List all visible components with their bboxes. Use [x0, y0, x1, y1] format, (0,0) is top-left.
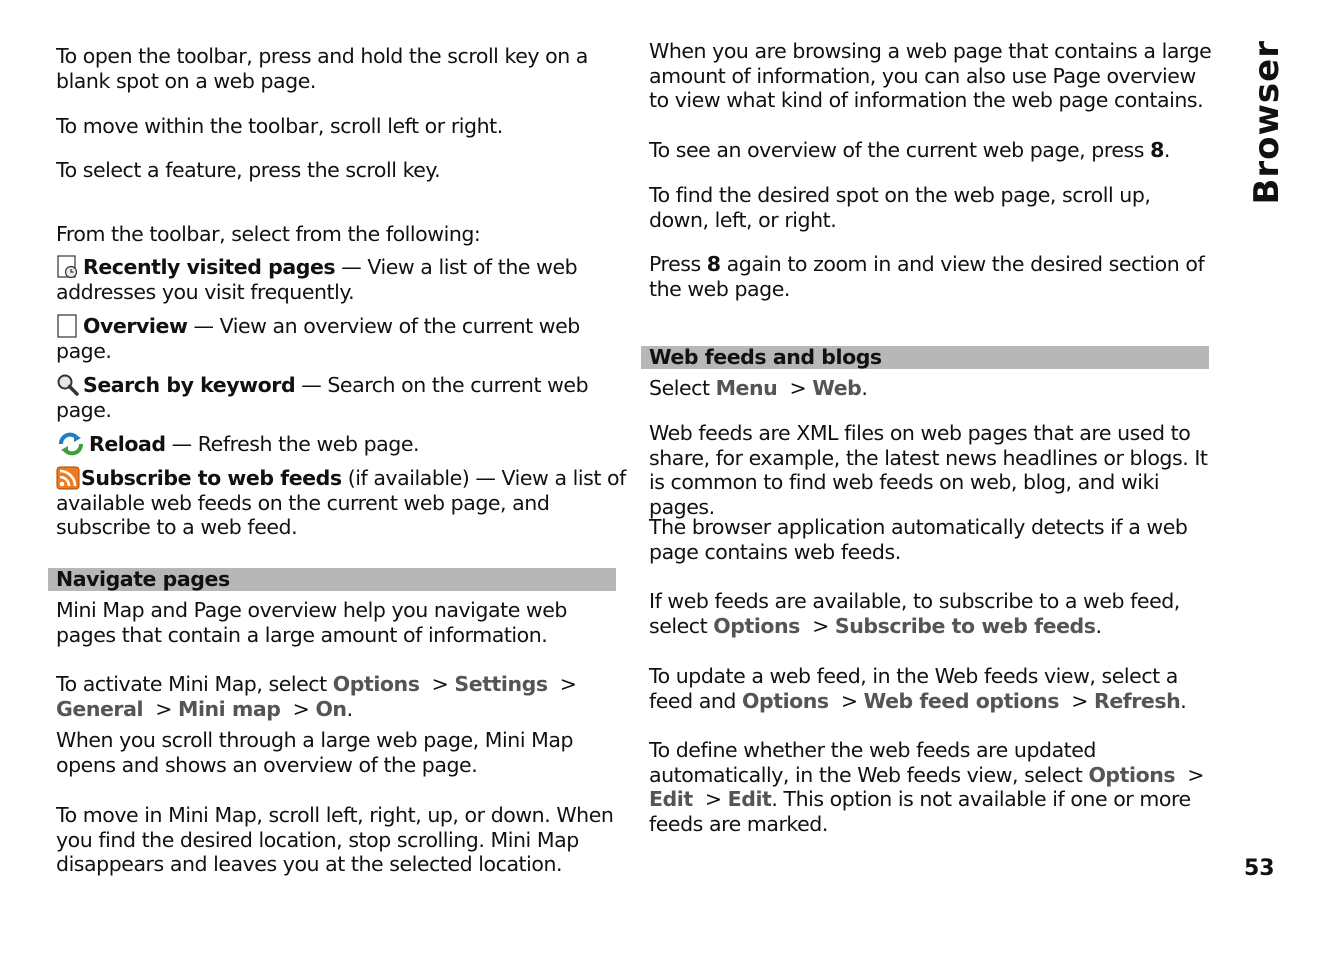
- menu-option: Menu: [715, 376, 778, 400]
- key: 8: [1150, 138, 1164, 162]
- paragraph-menu-path: [56, 672, 626, 721]
- feature-subscribe: [56, 466, 626, 540]
- paragraph: To move in Mini Map, scroll left, right, up, or down. When you find the desired location, stop scrolling. Mini Map disappears and leaves you at the selected location.: [56, 803, 614, 876]
- text: .: [861, 376, 868, 400]
- feature-search-by-keyword: [56, 373, 626, 422]
- paragraph-menu-path: [649, 376, 1215, 401]
- magnifier-icon: [56, 373, 80, 397]
- menu-option: Options: [332, 672, 420, 696]
- text: again to zoom in and view the desired section of the web page.: [649, 252, 1205, 301]
- paragraph-menu-path: [649, 738, 1215, 836]
- separator: >: [559, 672, 577, 696]
- feature-reload: [56, 432, 626, 457]
- paragraph: When you are browsing a web page that contains a large amount of information, you can also use Page overview to view what kind of information the web page contains.: [649, 39, 1212, 112]
- menu-option: Edit: [727, 787, 772, 811]
- feature-description: — Refresh the web page.: [165, 432, 420, 456]
- rss-feed-icon: [56, 466, 80, 490]
- text: To update a web feed, in the Web feeds view, select a feed and: [649, 664, 1178, 713]
- paragraph: [649, 252, 1215, 301]
- separator: >: [789, 376, 807, 400]
- paragraph: [649, 138, 1215, 163]
- text: To define whether the web feeds are updated automatically, in the Web feeds view, select: [649, 738, 1096, 787]
- paragraph: To find the desired spot on the web page, scroll up, down, left, or right.: [649, 183, 1151, 232]
- menu-option: Options: [1088, 762, 1176, 787]
- separator: >: [812, 613, 829, 638]
- text: Press: [649, 252, 707, 276]
- separator: >: [704, 787, 722, 811]
- separator: >: [431, 672, 449, 696]
- text: .: [1095, 613, 1102, 638]
- separator: >: [292, 696, 310, 721]
- menu-option: Edit: [649, 787, 693, 811]
- section-heading: Web feeds and blogs: [641, 346, 1209, 369]
- separator: >: [1071, 688, 1088, 713]
- text: To see an overview of the current web page, press: [649, 138, 1151, 162]
- section-heading: Navigate pages: [48, 568, 616, 591]
- paragraph: The browser application automatically detects if a web page contains web feeds.: [649, 515, 1188, 564]
- blank-page-icon: [56, 314, 80, 338]
- reload-icon: [56, 432, 86, 456]
- clock-page-icon: [56, 255, 80, 279]
- text: To activate Mini Map, select: [56, 672, 333, 696]
- text: . This option is not available if one or more feeds are marked.: [649, 787, 1191, 836]
- menu-option: Web: [812, 376, 862, 400]
- chapter-side-title: Browser: [1247, 40, 1287, 205]
- feature-overview: [56, 314, 626, 363]
- separator: >: [155, 696, 172, 721]
- feature-recently-visited: [56, 255, 626, 304]
- separator: >: [1187, 762, 1204, 787]
- page-number: 53: [1244, 856, 1275, 881]
- paragraph: Web feeds are XML files on web pages that are used to share, for example, the latest news headlines or blogs. It is common to find web feeds on web, blog, and wiki pages.: [649, 421, 1208, 519]
- paragraph: To select a feature, press the scroll key.: [56, 158, 441, 182]
- menu-option: General: [56, 696, 144, 721]
- paragraph: To move within the toolbar, scroll left or right.: [56, 114, 503, 138]
- paragraph: Mini Map and Page overview help you navigate web pages that contain a large amount of information.: [56, 598, 567, 647]
- feature-title: Subscribe to web feeds: [81, 466, 342, 490]
- key: 8: [706, 252, 721, 276]
- feature-title: Search by keyword: [83, 373, 296, 397]
- paragraph: When you scroll through a large web page, Mini Map opens and shows an overview of the page.: [56, 728, 574, 777]
- menu-option: Refresh: [1094, 688, 1181, 713]
- menu-option: Mini map: [178, 696, 281, 721]
- menu-option: On: [315, 696, 347, 721]
- paragraph: To open the toolbar, press and hold the scroll key on a blank spot on a web page.: [56, 44, 588, 93]
- text: .: [1180, 688, 1187, 713]
- text: Select: [649, 376, 716, 400]
- text: .: [346, 696, 353, 721]
- menu-option: Options: [742, 688, 829, 713]
- text: .: [1163, 138, 1170, 162]
- menu-option: Web feed options: [863, 688, 1060, 713]
- feature-title: Overview: [83, 314, 188, 338]
- feature-description: — View a list of the web addresses you visit frequently.: [56, 255, 578, 304]
- feature-description: — View an overview of the current web page.: [56, 314, 580, 363]
- separator: >: [840, 688, 858, 713]
- feature-title: Reload: [89, 432, 166, 456]
- feature-description: — Search on the current web page.: [56, 373, 589, 422]
- menu-option: Subscribe to web feeds: [834, 613, 1096, 638]
- paragraph: From the toolbar, select from the following:: [56, 222, 481, 246]
- menu-option: Options: [713, 613, 800, 638]
- feature-description: (if available) — View a list of available web feeds on the current web page, and subscribe to a web feed.: [56, 466, 626, 539]
- paragraph-menu-path: [649, 664, 1215, 713]
- menu-option: Settings: [454, 672, 548, 696]
- text: If web feeds are available, to subscribe to a web feed, select: [649, 589, 1180, 638]
- paragraph-menu-path: [649, 589, 1215, 638]
- feature-title: Recently visited pages: [83, 255, 336, 279]
